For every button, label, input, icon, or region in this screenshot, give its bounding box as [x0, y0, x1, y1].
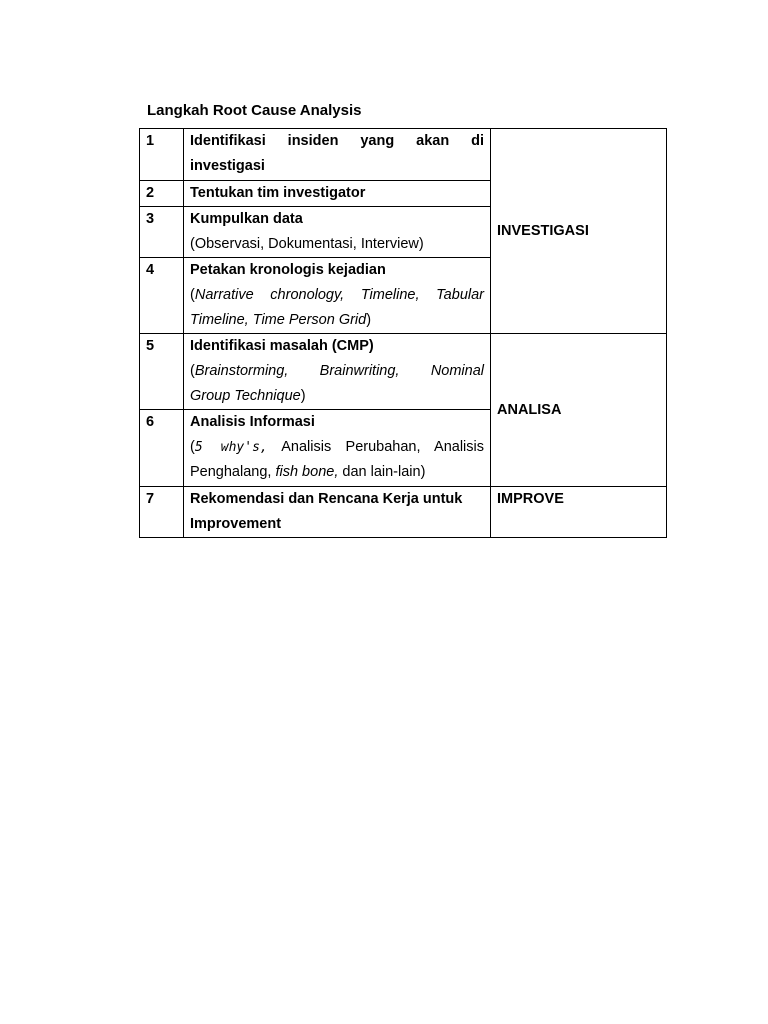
fish-bone: fish bone, [275, 464, 339, 480]
step-number: 7 [140, 487, 184, 538]
phase-improve: IMPROVE [491, 487, 667, 538]
method-list-continued: Group Technique [190, 388, 301, 404]
step-cell [184, 258, 491, 334]
step-number: 4 [140, 258, 184, 334]
paren-close: ) [300, 388, 306, 404]
method-list: Analisis Perubahan, Analisis [267, 439, 484, 455]
method-list: Brainstorming, Brainwriting, Nominal [194, 363, 484, 379]
table-row [140, 487, 667, 538]
step-cell [184, 181, 491, 207]
step-description-continued [190, 308, 484, 333]
step-description-continued [190, 460, 484, 485]
step-heading: Tentukan tim investigator [190, 185, 366, 201]
step-number: 3 [140, 207, 184, 258]
step-cell [184, 207, 491, 258]
step-number: 2 [140, 181, 184, 207]
step-cell [184, 129, 491, 181]
step-description [190, 435, 484, 460]
step-description-continued [190, 384, 484, 409]
step-description [190, 283, 484, 308]
step-cell [184, 410, 491, 487]
step-heading: Rekomendasi dan Rencana Kerja untuk [190, 491, 463, 507]
step-heading: Identifikasi masalah (CMP) [190, 338, 374, 354]
table-row [140, 334, 667, 410]
root-cause-analysis-table [139, 128, 667, 538]
phase-investigasi: INVESTIGASI [491, 129, 667, 334]
document-title: Langkah Root Cause Analysis [147, 102, 362, 119]
paren-close: ) [366, 312, 372, 328]
method-list-end: dan lain-lain) [338, 464, 426, 480]
paren-open: ( [190, 287, 195, 303]
step-heading-continued: Improvement [190, 516, 282, 532]
step-cell [184, 334, 491, 410]
method-list-continued: Penghalang, [190, 464, 276, 480]
step-heading-continued: investigasi [190, 158, 265, 174]
step-heading: Analisis Informasi [190, 414, 315, 430]
table-row [140, 129, 667, 181]
step-heading: Identifikasi insiden yang akan di [190, 133, 484, 149]
step-description [190, 359, 484, 384]
step-number: 1 [140, 129, 184, 181]
method-list-continued: Timeline, Time Person Grid [190, 312, 367, 328]
step-heading: Kumpulkan data [190, 211, 303, 227]
phase-analisa: ANALISA [491, 334, 667, 487]
step-number: 6 [140, 410, 184, 487]
method-list: Narrative chronology, Timeline, Tabular [194, 287, 484, 303]
step-cell [184, 487, 491, 538]
five-whys: 5 why's, [194, 440, 268, 455]
step-heading: Petakan kronologis kejadian [190, 262, 386, 278]
paren-open: ( [190, 363, 195, 379]
step-description: (Observasi, Dokumentasi, Interview) [190, 236, 424, 252]
step-number: 5 [140, 334, 184, 410]
paren-open: ( [190, 439, 195, 455]
